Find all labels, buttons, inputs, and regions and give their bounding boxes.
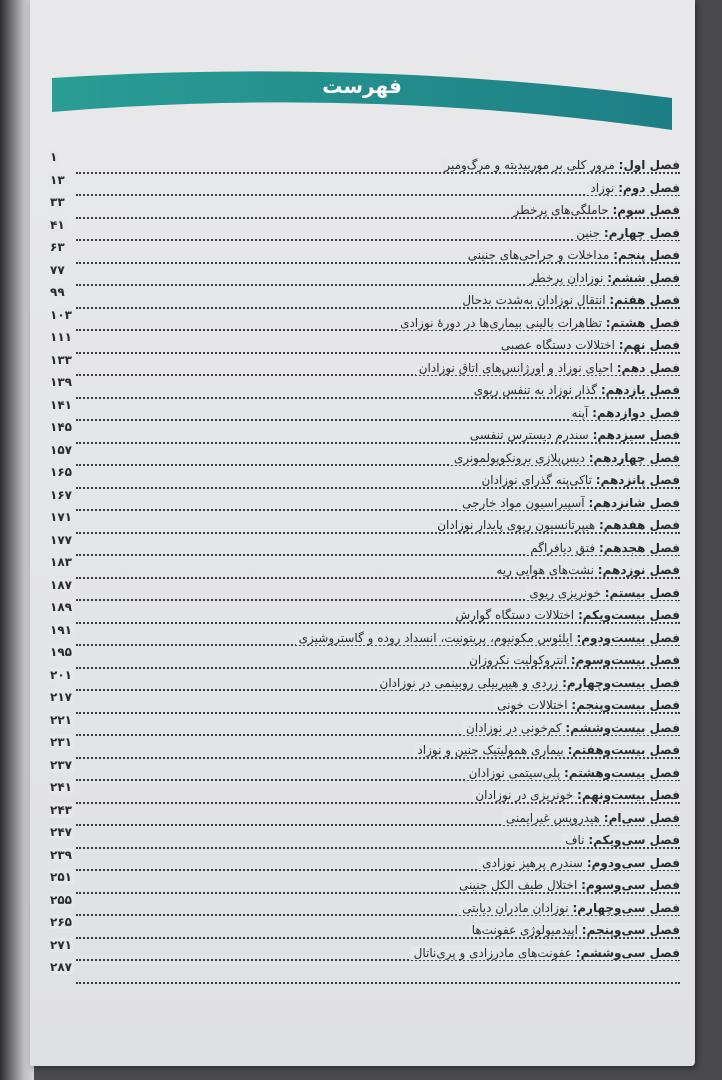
- page-number: ۱۵۷: [50, 442, 72, 457]
- page-number: ۱۷۷: [50, 532, 72, 547]
- page-number: ۲۵۵: [50, 892, 72, 907]
- chapter-title: تاکی‌پنه گذرای نوزادان: [481, 473, 592, 487]
- chapter-label: فصل سی‌وپنجم:: [581, 923, 680, 937]
- toc-entry-title: [511, 203, 680, 217]
- toc-entry[interactable]: [50, 780, 680, 809]
- chapter-label: فصل اول:: [618, 158, 680, 172]
- toc-entry-title: [456, 878, 680, 892]
- toc-entry[interactable]: [50, 960, 680, 989]
- toc-entry-title: [463, 721, 680, 735]
- chapter-title: خونریزی در نوزادان: [475, 788, 574, 802]
- toc-entry-title: [465, 248, 680, 262]
- toc-entry-title: [451, 451, 680, 465]
- chapter-label: فصل سی‌ودوم:: [586, 855, 680, 870]
- chapter-title: دیس‌پلازی برونکوپولمونری: [453, 450, 585, 465]
- toc-entry[interactable]: [50, 555, 680, 584]
- page-number: ۲۶۵: [50, 915, 72, 929]
- toc-entry[interactable]: [50, 667, 680, 697]
- page-number: ۲۴۷: [50, 825, 72, 839]
- chapter-title: نوزادان مادران دیابتی: [462, 900, 569, 915]
- toc-entry[interactable]: [50, 397, 680, 427]
- toc-entry-title: [416, 361, 680, 375]
- toc-entry[interactable]: [50, 735, 680, 764]
- toc-entry[interactable]: [50, 600, 680, 629]
- chapter-label: فصل بیست‌وچهارم:: [562, 675, 680, 690]
- header-banner: [52, 68, 672, 130]
- chapter-label: فصل هفدهم:: [599, 518, 680, 532]
- chapter-title: تظاهرات بالینی بیماری‌ها در دورهٔ نوزادی: [400, 315, 602, 330]
- page-number: ۱۰۳: [50, 307, 72, 322]
- chapter-label: فصل بیست‌وهفتم:: [567, 743, 680, 757]
- toc-entry[interactable]: [50, 690, 680, 719]
- toc-entry-title: [479, 856, 680, 870]
- chapter-title: اپیدمیولوژی عفونت‌ها: [471, 923, 578, 937]
- toc-entry[interactable]: [50, 645, 680, 674]
- page-number: ۶۳: [50, 240, 65, 254]
- chapter-label: فصل چهارم:: [603, 225, 680, 240]
- page-number: ۲۵۱: [50, 870, 72, 884]
- chapter-label: فصل نوزدهم:: [597, 563, 680, 577]
- book-spine-edge: [0, 0, 34, 1080]
- leader-dots: [76, 982, 680, 984]
- chapter-title: اختلال طیف الکل جنینی: [459, 878, 578, 892]
- toc-entry[interactable]: [50, 622, 680, 652]
- chapter-title: هیدروپس غیرایمنی: [505, 810, 600, 825]
- chapter-title: احیای نوزاد و اورژانس‌های اتاق نوزادان: [418, 360, 613, 375]
- page-number: ۲۰۱: [50, 667, 72, 682]
- toc-entry-title: [453, 608, 680, 622]
- page-number: ۱۶۷: [50, 487, 72, 502]
- chapter-title: نوزادان پرخطر: [529, 270, 604, 285]
- toc-entry-title: [527, 541, 680, 555]
- chapter-label: فصل دهم:: [616, 360, 680, 375]
- chapter-title: جنین: [576, 225, 601, 240]
- toc-entry[interactable]: [50, 442, 680, 472]
- page-number: ۲۴۱: [50, 780, 72, 794]
- page-number: ۱۴۱: [50, 397, 72, 412]
- toc-entry-title: [397, 316, 680, 330]
- chapter-label: فصل پنجم:: [613, 248, 680, 262]
- toc-entry-title: [414, 743, 680, 757]
- chapter-title: نشت‌های هوایی ریه: [496, 563, 594, 577]
- chapter-label: فصل هفتم:: [609, 293, 680, 307]
- toc-entry-title: [466, 766, 680, 780]
- page-number: ۲۴۳: [50, 802, 72, 817]
- toc-entry[interactable]: [50, 712, 680, 742]
- toc-entry[interactable]: [50, 915, 680, 944]
- toc-entry[interactable]: [50, 262, 680, 292]
- chapter-title: زردی و هیپربیلی روبینمی در نوزادان: [379, 675, 559, 690]
- chapter-label: فصل نهم:: [618, 338, 680, 352]
- toc-entry-title: [434, 518, 680, 532]
- chapter-label: فصل سی‌وچهارم:: [572, 900, 680, 915]
- chapter-title: مرور کلی بر موربیدیته و مرگ‌ومیر: [444, 158, 615, 172]
- page-number: ۲۱۷: [50, 690, 72, 704]
- chapter-label: فصل بیست‌وهشتم:: [564, 765, 680, 780]
- toc-entry-title: [478, 473, 680, 487]
- chapter-label: فصل سی‌ویکم:: [588, 833, 680, 847]
- chapter-title: اختلالات خونی: [497, 698, 568, 712]
- toc-entry-title: [494, 698, 680, 712]
- toc-entry-title: [587, 181, 680, 195]
- chapter-title: هیپرتانسیون ریوی پایدار نوزادان: [437, 518, 596, 532]
- chapter-title: حاملگی‌های پرخطر: [513, 203, 609, 217]
- chapter-label: فصل هشتم:: [605, 315, 680, 330]
- chapter-title: ناف: [565, 833, 585, 847]
- toc-entry-title: [411, 946, 680, 960]
- chapter-label: فصل سوم:: [612, 203, 680, 217]
- chapter-title: خونریزی ریوی: [529, 585, 601, 600]
- chapter-title: پلی‌سیتمی نوزادان: [468, 765, 561, 780]
- chapter-title: انتروکولیت نکروزان: [469, 653, 567, 667]
- chapter-title: گذار نوزاد به تنفس ریوی: [473, 383, 597, 397]
- toc-entry-title: [441, 158, 680, 172]
- page-number: ۱۸۹: [50, 600, 72, 614]
- chapter-title: انتقال نوزادان به‌شدت بدحال: [462, 293, 606, 307]
- chapter-label: فصل چهاردهم:: [588, 450, 680, 465]
- toc-entry-title: [472, 788, 680, 802]
- toc-entry[interactable]: [50, 937, 680, 967]
- page-number: ۲۲۱: [50, 712, 72, 727]
- toc-entry[interactable]: [50, 757, 680, 787]
- toc-entry[interactable]: [50, 870, 680, 899]
- toc-entry[interactable]: [50, 172, 680, 202]
- toc-entry[interactable]: [50, 487, 680, 517]
- toc-entry-title: [469, 923, 680, 937]
- page-title: فهرست: [322, 74, 402, 98]
- page-number: ۲۳۱: [50, 735, 72, 749]
- toc-entry[interactable]: [50, 307, 680, 337]
- toc-entry-title: [459, 293, 680, 307]
- toc-entry[interactable]: [50, 510, 680, 539]
- toc-entry[interactable]: [50, 352, 680, 382]
- toc-entry-title: [471, 383, 680, 397]
- chapter-label: فصل هجدهم:: [599, 540, 680, 555]
- chapter-label: فصل سی‌وششم:: [575, 945, 680, 960]
- chapter-label: فصل بیست‌ودوم:: [576, 630, 680, 645]
- chapter-label: فصل شانزدهم:: [588, 495, 680, 510]
- page-number: ۱۸۷: [50, 577, 72, 592]
- toc-entry[interactable]: [50, 195, 680, 224]
- book-page: [30, 0, 695, 1066]
- chapter-title: آپنه: [571, 405, 589, 420]
- page-number: ۹۹: [50, 285, 65, 299]
- page-number: ۱۸۳: [50, 555, 72, 569]
- chapter-label: فصل دوم:: [618, 180, 680, 195]
- chapter-label: فصل سی‌ام:: [603, 810, 680, 825]
- toc-entry[interactable]: [50, 577, 680, 607]
- toc-entry-title: [527, 271, 680, 285]
- toc-entry[interactable]: [50, 330, 680, 359]
- chapter-title: آسپیراسیون مواد خارجی: [462, 495, 585, 510]
- toc-entry[interactable]: [50, 217, 680, 247]
- toc-entry-title: [573, 226, 680, 240]
- chapter-label: فصل بیست‌ویکم:: [577, 608, 680, 622]
- page-number: ۱۶۵: [50, 465, 72, 479]
- chapter-label: فصل دوازدهم:: [592, 405, 680, 420]
- page-number: ۲۸۷: [50, 960, 72, 974]
- toc-entry[interactable]: [50, 892, 680, 922]
- chapter-label: فصل بیست‌وششم:: [565, 720, 680, 735]
- toc-entry[interactable]: [50, 375, 680, 404]
- page-number: ۴۱: [50, 217, 65, 232]
- toc-entry[interactable]: [50, 825, 680, 854]
- toc-entry-title: [503, 811, 680, 825]
- toc-entry-title: [377, 676, 681, 690]
- chapter-label: فصل سی‌وسوم:: [581, 878, 680, 892]
- toc-entry[interactable]: [50, 847, 680, 877]
- page-number: ۱۳: [50, 172, 65, 187]
- chapter-title: مداخلات و جراحی‌های جنینی: [467, 248, 610, 262]
- page-number: ۱۱۱: [50, 330, 72, 344]
- chapter-title: اختلالات دستگاه گوارش: [455, 608, 575, 622]
- chapter-title: اختلالات دستگاه عصبی: [500, 338, 615, 352]
- chapter-title: کم‌خونی در نوزادان: [466, 720, 562, 735]
- toc-entry-title: [459, 496, 680, 510]
- page-number: ۲۷۱: [50, 937, 72, 952]
- page-number: ۲۳۷: [50, 757, 72, 772]
- chapter-title: سندرم دیسترس تنفسی: [469, 428, 589, 442]
- page-number: ۲۳۹: [50, 847, 72, 862]
- page-number: ۱۳۹: [50, 375, 72, 389]
- toc-entry[interactable]: [50, 285, 680, 314]
- table-of-contents: [50, 150, 680, 989]
- toc-entry[interactable]: [50, 420, 680, 449]
- toc-entry-title: [493, 563, 680, 577]
- chapter-label: فصل پانزدهم:: [595, 473, 680, 487]
- page-number: ۷۷: [50, 262, 65, 277]
- page-number: ۱: [50, 150, 58, 164]
- toc-entry-title: [562, 833, 680, 847]
- chapter-title: عفونت‌های مادرزادی و پری‌ناتال: [413, 945, 572, 960]
- toc-entry-title: [498, 338, 680, 352]
- chapter-label: فصل یازدهم:: [600, 383, 680, 397]
- toc-entry-title: [467, 428, 680, 442]
- toc-entry[interactable]: [50, 240, 680, 269]
- page-number: ۱۹۱: [50, 622, 72, 637]
- chapter-title: سندرم پرهیز نوزادی: [482, 855, 583, 870]
- toc-entry-title: [459, 901, 680, 915]
- toc-entry[interactable]: [50, 532, 680, 562]
- page-number: ۱۷۱: [50, 510, 72, 524]
- chapter-title: نوزاد: [590, 180, 615, 195]
- toc-entry-title: [466, 653, 680, 667]
- toc-entry[interactable]: [50, 465, 680, 494]
- chapter-title: بیماری همولیتیک جنین و نوزاد: [417, 743, 564, 757]
- chapter-label: فصل بیستم:: [604, 585, 680, 600]
- chapter-label: فصل سیزدهم:: [592, 428, 680, 442]
- chapter-title: ایلئوس مکونیوم، پریتونیت، انسداد روده و گاستروشیزی: [298, 630, 573, 645]
- chapter-label: فصل ششم:: [607, 270, 680, 285]
- page-number: ۱۳۳: [50, 352, 72, 367]
- page-number: ۳۳: [50, 195, 65, 209]
- chapter-label: فصل بیست‌وسوم:: [570, 653, 680, 667]
- page-number: ۱۹۵: [50, 645, 72, 659]
- toc-entry-title: [569, 406, 680, 420]
- chapter-label: فصل بیست‌وپنجم:: [571, 698, 680, 712]
- toc-entry-title: [526, 586, 680, 600]
- toc-entry[interactable]: [50, 150, 680, 179]
- toc-entry-title: [296, 631, 680, 645]
- chapter-label: فصل بیست‌ونهم:: [577, 788, 680, 802]
- toc-entry[interactable]: [50, 802, 680, 832]
- page-number: ۱۴۵: [50, 420, 72, 434]
- chapter-title: فتق دیافراگم: [530, 540, 596, 555]
